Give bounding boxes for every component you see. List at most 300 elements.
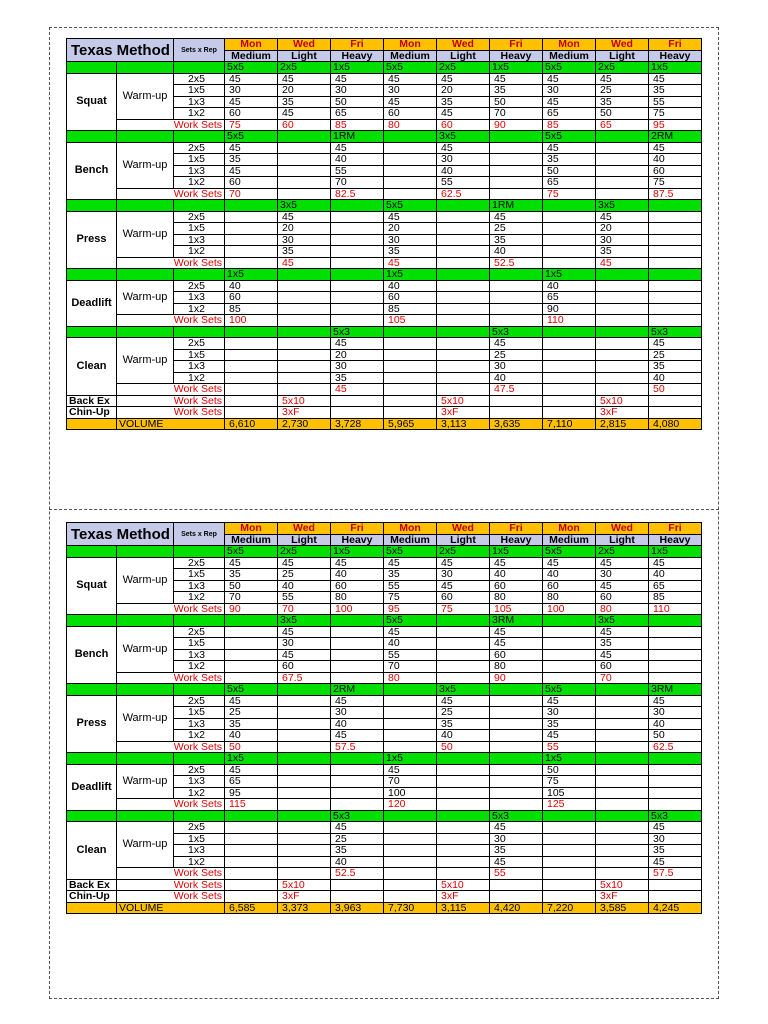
warmup-weight <box>596 303 649 315</box>
sets-reps: 1x3 <box>174 718 225 730</box>
warmup-weight <box>437 856 490 868</box>
accessory-name: Chin-Up <box>67 891 117 903</box>
warmup-label: Warm-up <box>117 142 174 188</box>
warmup-weight <box>490 718 543 730</box>
warmup-weight: 55 <box>649 96 702 108</box>
set-scheme: 3x5 <box>437 684 490 696</box>
warmup-weight <box>331 764 384 776</box>
set-scheme <box>437 615 490 627</box>
set-scheme <box>225 810 278 822</box>
warmup-weight <box>649 234 702 246</box>
sets-reps: 1x5 <box>174 85 225 97</box>
work-set-weight <box>490 315 543 327</box>
work-set-weight: 55 <box>490 868 543 880</box>
warmup-weight: 45 <box>490 822 543 834</box>
accessory-sets: 5x10 <box>596 879 649 891</box>
work-set-weight <box>490 799 543 811</box>
accessory-name: Back Ex <box>67 395 117 407</box>
day-name: Wed <box>437 39 490 51</box>
warmup-weight <box>649 292 702 304</box>
work-set-weight: 57.5 <box>331 741 384 753</box>
warmup-weight <box>225 234 278 246</box>
work-set-weight: 105 <box>384 315 437 327</box>
work-sets-row <box>67 799 702 811</box>
warmup-weight <box>490 280 543 292</box>
warmup-weight: 40 <box>649 372 702 384</box>
warmup-weight: 45 <box>437 580 490 592</box>
exercise-name: Squat <box>67 73 117 131</box>
accessory-sets <box>543 407 596 419</box>
volume-value: 3,113 <box>437 418 490 430</box>
sets-reps: 1x3 <box>174 165 225 177</box>
warmup-weight: 45 <box>384 73 437 85</box>
exercise-name: Press <box>67 695 117 753</box>
warmup-weight <box>490 776 543 788</box>
warmup-weight <box>331 626 384 638</box>
warmup-weight <box>225 361 278 373</box>
warmup-weight <box>596 292 649 304</box>
work-set-weight: 110 <box>543 315 596 327</box>
warmup-weight: 40 <box>384 280 437 292</box>
set-scheme <box>278 326 331 338</box>
warmup-weight: 45 <box>649 557 702 569</box>
work-set-weight: 90 <box>490 119 543 131</box>
set-scheme: 1x5 <box>331 546 384 558</box>
warmup-weight <box>649 303 702 315</box>
warmup-weight: 85 <box>649 592 702 604</box>
volume-spacer <box>67 418 117 430</box>
scheme-spacer <box>117 810 174 822</box>
sets-reps: 1x5 <box>174 569 225 581</box>
set-scheme: 1x5 <box>384 269 437 281</box>
warmup-weight: 25 <box>225 707 278 719</box>
warmup-weight: 30 <box>490 361 543 373</box>
work-set-weight: 60 <box>278 119 331 131</box>
warmup-weight: 45 <box>225 695 278 707</box>
warmup-weight <box>278 361 331 373</box>
exercise-name: Clean <box>67 338 117 396</box>
warmup-weight: 80 <box>490 661 543 673</box>
exercise-name: Squat <box>67 557 117 615</box>
set-scheme: 5x5 <box>384 615 437 627</box>
cut-line <box>49 509 719 510</box>
warmup-weight <box>331 638 384 650</box>
warmup-weight <box>596 845 649 857</box>
warmup-weight <box>384 707 437 719</box>
warmup-weight <box>225 372 278 384</box>
warmup-weight: 45 <box>437 142 490 154</box>
set-scheme: 5x5 <box>225 546 278 558</box>
set-scheme: 1x5 <box>490 546 543 558</box>
work-set-weight: 50 <box>437 741 490 753</box>
scheme-spacer <box>174 131 225 143</box>
volume-value: 5,965 <box>384 418 437 430</box>
set-scheme <box>384 326 437 338</box>
volume-value: 3,963 <box>331 902 384 914</box>
warmup-weight <box>278 349 331 361</box>
volume-value: 7,110 <box>543 418 596 430</box>
warmup-weight: 45 <box>649 338 702 350</box>
scheme-row <box>67 62 702 74</box>
warmup-weight: 95 <box>225 787 278 799</box>
set-scheme: 5x5 <box>225 684 278 696</box>
day-type: Light <box>437 50 490 62</box>
warmup-weight <box>278 165 331 177</box>
work-set-weight <box>278 799 331 811</box>
work-set-weight: 85 <box>331 119 384 131</box>
day-name: Fri <box>649 523 702 535</box>
sets-reps: 1x5 <box>174 707 225 719</box>
accessory-sets <box>384 891 437 903</box>
warmup-weight <box>384 361 437 373</box>
scheme-spacer <box>67 62 117 74</box>
accessory-sets <box>331 879 384 891</box>
warmup-weight <box>331 661 384 673</box>
warmup-weight: 50 <box>543 165 596 177</box>
set-scheme <box>596 753 649 765</box>
warmup-weight <box>278 764 331 776</box>
set-scheme <box>490 131 543 143</box>
warmup-weight: 40 <box>331 856 384 868</box>
warmup-row <box>67 280 702 292</box>
accessory-sets: 3xF <box>278 891 331 903</box>
accessory-name: Chin-Up <box>67 407 117 419</box>
warmup-weight: 35 <box>490 845 543 857</box>
warmup-weight: 70 <box>225 592 278 604</box>
warmup-weight <box>331 649 384 661</box>
warmup-weight: 75 <box>543 776 596 788</box>
warmup-weight: 35 <box>490 85 543 97</box>
scheme-spacer <box>117 753 174 765</box>
warmup-weight: 75 <box>649 108 702 120</box>
work-set-weight: 62.5 <box>649 741 702 753</box>
warmup-weight: 25 <box>331 833 384 845</box>
accessory-row <box>67 395 702 407</box>
sets-reps: 1x2 <box>174 177 225 189</box>
sets-reps: 2x5 <box>174 211 225 223</box>
scheme-row <box>67 753 702 765</box>
scheme-spacer <box>174 684 225 696</box>
warmup-weight <box>384 372 437 384</box>
work-set-weight: 95 <box>384 603 437 615</box>
warmup-weight: 45 <box>543 557 596 569</box>
volume-label: VOLUME <box>117 902 225 914</box>
warmup-weight: 45 <box>437 108 490 120</box>
set-scheme: 5x5 <box>543 131 596 143</box>
warmup-label: Warm-up <box>117 695 174 741</box>
warmup-weight <box>649 246 702 258</box>
warmup-weight <box>437 372 490 384</box>
warmup-weight <box>278 707 331 719</box>
work-set-weight: 80 <box>384 672 437 684</box>
warmup-weight: 20 <box>384 223 437 235</box>
warmup-weight: 45 <box>331 695 384 707</box>
set-scheme <box>649 615 702 627</box>
warmup-weight: 45 <box>225 557 278 569</box>
warmup-label: Warm-up <box>117 764 174 799</box>
work-set-weight <box>331 672 384 684</box>
warmup-weight <box>331 223 384 235</box>
warmup-weight <box>278 856 331 868</box>
warmup-weight: 35 <box>278 246 331 258</box>
day-name: Fri <box>490 523 543 535</box>
warmup-weight: 45 <box>384 96 437 108</box>
sets-reps: 1x3 <box>174 361 225 373</box>
warmup-weight: 45 <box>490 626 543 638</box>
accessory-sets: 5x10 <box>278 395 331 407</box>
warmup-weight <box>596 165 649 177</box>
warmup-weight: 45 <box>490 856 543 868</box>
set-scheme <box>543 200 596 212</box>
warmup-weight: 35 <box>384 246 437 258</box>
work-sets-row <box>67 315 702 327</box>
warmup-weight <box>649 280 702 292</box>
set-scheme <box>278 810 331 822</box>
warmup-weight: 45 <box>278 211 331 223</box>
work-set-weight: 45 <box>596 257 649 269</box>
day-name: Fri <box>331 39 384 51</box>
work-set-weight: 80 <box>384 119 437 131</box>
warmup-weight: 30 <box>437 154 490 166</box>
day-name: Mon <box>543 39 596 51</box>
warmup-weight: 45 <box>596 211 649 223</box>
accessory-sets <box>331 407 384 419</box>
set-scheme: 5x5 <box>384 62 437 74</box>
work-set-weight <box>543 257 596 269</box>
set-scheme: 1x5 <box>649 546 702 558</box>
work-set-weight <box>649 315 702 327</box>
warmup-weight: 60 <box>384 108 437 120</box>
warmup-weight <box>649 649 702 661</box>
warmup-weight: 20 <box>278 223 331 235</box>
warmup-weight: 90 <box>543 303 596 315</box>
warmup-row <box>67 338 702 350</box>
accessory-sets: 3xF <box>596 407 649 419</box>
warmup-weight: 30 <box>278 234 331 246</box>
work-set-weight: 100 <box>543 603 596 615</box>
set-scheme <box>543 810 596 822</box>
set-scheme: 1x5 <box>331 62 384 74</box>
work-sets-label: Work Sets <box>117 119 225 131</box>
set-scheme <box>278 131 331 143</box>
warmup-weight: 40 <box>225 280 278 292</box>
warmup-weight: 50 <box>225 580 278 592</box>
accessory-sets <box>225 879 278 891</box>
set-scheme <box>649 200 702 212</box>
warmup-weight: 65 <box>543 292 596 304</box>
warmup-weight: 35 <box>490 234 543 246</box>
day-name: Mon <box>384 523 437 535</box>
day-type: Heavy <box>331 50 384 62</box>
work-set-weight <box>278 741 331 753</box>
warmup-weight: 75 <box>649 177 702 189</box>
warmup-weight <box>384 833 437 845</box>
warmup-weight <box>596 372 649 384</box>
set-scheme <box>490 753 543 765</box>
warmup-weight <box>596 695 649 707</box>
table-title: Texas Method <box>67 523 174 546</box>
set-scheme <box>490 684 543 696</box>
work-set-weight <box>384 868 437 880</box>
warmup-weight <box>278 372 331 384</box>
warmup-weight <box>331 234 384 246</box>
day-type: Light <box>437 534 490 546</box>
warmup-weight: 60 <box>331 580 384 592</box>
warmup-weight: 65 <box>331 108 384 120</box>
set-scheme: 5x3 <box>490 810 543 822</box>
exercise-name: Press <box>67 211 117 269</box>
warmup-weight <box>225 845 278 857</box>
warmup-weight: 30 <box>278 638 331 650</box>
warmup-weight <box>331 776 384 788</box>
work-set-weight <box>543 868 596 880</box>
warmup-weight <box>490 707 543 719</box>
set-scheme <box>278 684 331 696</box>
sets-reps: 2x5 <box>174 338 225 350</box>
work-sets-label: Work Sets <box>117 868 225 880</box>
work-set-weight <box>596 741 649 753</box>
scheme-spacer <box>117 269 174 281</box>
scheme-spacer <box>174 753 225 765</box>
warmup-weight <box>543 638 596 650</box>
sets-reps: 1x5 <box>174 833 225 845</box>
warmup-weight <box>490 292 543 304</box>
work-set-weight <box>543 672 596 684</box>
accessory-sets: 5x10 <box>437 879 490 891</box>
work-set-weight <box>596 315 649 327</box>
scheme-spacer <box>67 131 117 143</box>
sets-reps: 2x5 <box>174 142 225 154</box>
scheme-row <box>67 269 702 281</box>
day-name: Mon <box>384 39 437 51</box>
warmup-weight <box>596 764 649 776</box>
work-set-weight: 75 <box>225 119 278 131</box>
work-set-weight: 45 <box>384 257 437 269</box>
warmup-weight <box>331 292 384 304</box>
warmup-weight <box>384 695 437 707</box>
warmup-weight <box>490 787 543 799</box>
warmup-weight <box>278 833 331 845</box>
warmup-weight: 35 <box>649 361 702 373</box>
work-set-weight: 50 <box>225 741 278 753</box>
warmup-weight <box>649 776 702 788</box>
set-scheme <box>437 810 490 822</box>
scheme-spacer <box>174 615 225 627</box>
warmup-weight <box>596 361 649 373</box>
warmup-weight <box>384 718 437 730</box>
warmup-weight <box>278 177 331 189</box>
work-set-weight: 85 <box>543 119 596 131</box>
set-scheme <box>649 269 702 281</box>
set-scheme: 1x5 <box>225 269 278 281</box>
work-set-weight: 70 <box>225 188 278 200</box>
set-scheme: 1x5 <box>225 753 278 765</box>
work-sets-label: Work Sets <box>117 188 225 200</box>
warmup-weight: 45 <box>225 96 278 108</box>
warmup-weight <box>596 349 649 361</box>
work-set-weight: 47.5 <box>490 384 543 396</box>
warmup-weight: 80 <box>543 592 596 604</box>
warmup-weight <box>437 787 490 799</box>
warmup-weight <box>490 177 543 189</box>
scheme-spacer <box>67 810 117 822</box>
warmup-weight <box>278 822 331 834</box>
set-scheme: 1x5 <box>384 753 437 765</box>
warmup-weight: 35 <box>225 569 278 581</box>
warmup-weight: 50 <box>649 730 702 742</box>
day-type: Medium <box>543 50 596 62</box>
warmup-weight <box>225 626 278 638</box>
warmup-weight: 45 <box>331 730 384 742</box>
warmup-weight <box>649 787 702 799</box>
warmup-weight: 60 <box>649 165 702 177</box>
set-scheme: 1x5 <box>543 753 596 765</box>
warmup-weight: 45 <box>225 764 278 776</box>
sets-reps: 2x5 <box>174 557 225 569</box>
warmup-weight <box>278 154 331 166</box>
warmup-weight <box>649 223 702 235</box>
warmup-weight: 60 <box>437 592 490 604</box>
day-type: Light <box>596 534 649 546</box>
warmup-weight: 30 <box>331 85 384 97</box>
warmup-weight: 40 <box>278 580 331 592</box>
warmup-weight <box>278 845 331 857</box>
warmup-weight: 65 <box>543 108 596 120</box>
accessory-sets: 5x10 <box>437 395 490 407</box>
warmup-weight <box>490 165 543 177</box>
warmup-weight: 50 <box>543 764 596 776</box>
work-set-weight: 52.5 <box>490 257 543 269</box>
set-scheme <box>331 753 384 765</box>
set-scheme: 2x5 <box>278 546 331 558</box>
work-set-weight: 82.5 <box>331 188 384 200</box>
work-set-weight <box>278 315 331 327</box>
warmup-weight: 55 <box>437 177 490 189</box>
warmup-weight <box>278 303 331 315</box>
volume-value: 6,610 <box>225 418 278 430</box>
warmup-weight <box>437 292 490 304</box>
volume-value: 6,585 <box>225 902 278 914</box>
warmup-weight: 45 <box>596 580 649 592</box>
work-set-weight: 90 <box>490 672 543 684</box>
warmup-weight <box>543 338 596 350</box>
accessory-sets: 3xF <box>278 407 331 419</box>
volume-value: 4,420 <box>490 902 543 914</box>
work-set-weight <box>596 188 649 200</box>
day-type: Light <box>596 50 649 62</box>
sets-reps: 1x5 <box>174 223 225 235</box>
warmup-weight: 30 <box>384 234 437 246</box>
set-scheme <box>384 810 437 822</box>
set-scheme <box>384 131 437 143</box>
accessory-sets <box>490 891 543 903</box>
warmup-weight <box>225 661 278 673</box>
warmup-weight <box>384 177 437 189</box>
warmup-weight <box>543 822 596 834</box>
set-scheme: 1x5 <box>490 62 543 74</box>
warmup-weight: 60 <box>490 580 543 592</box>
warmup-weight <box>596 280 649 292</box>
set-scheme <box>225 326 278 338</box>
work-set-weight <box>437 257 490 269</box>
warmup-weight: 65 <box>649 580 702 592</box>
warmup-weight: 30 <box>331 707 384 719</box>
day-name: Fri <box>331 523 384 535</box>
accessory-sets <box>225 407 278 419</box>
set-scheme <box>278 269 331 281</box>
sets-reps: 1x5 <box>174 349 225 361</box>
warmup-weight: 45 <box>596 557 649 569</box>
